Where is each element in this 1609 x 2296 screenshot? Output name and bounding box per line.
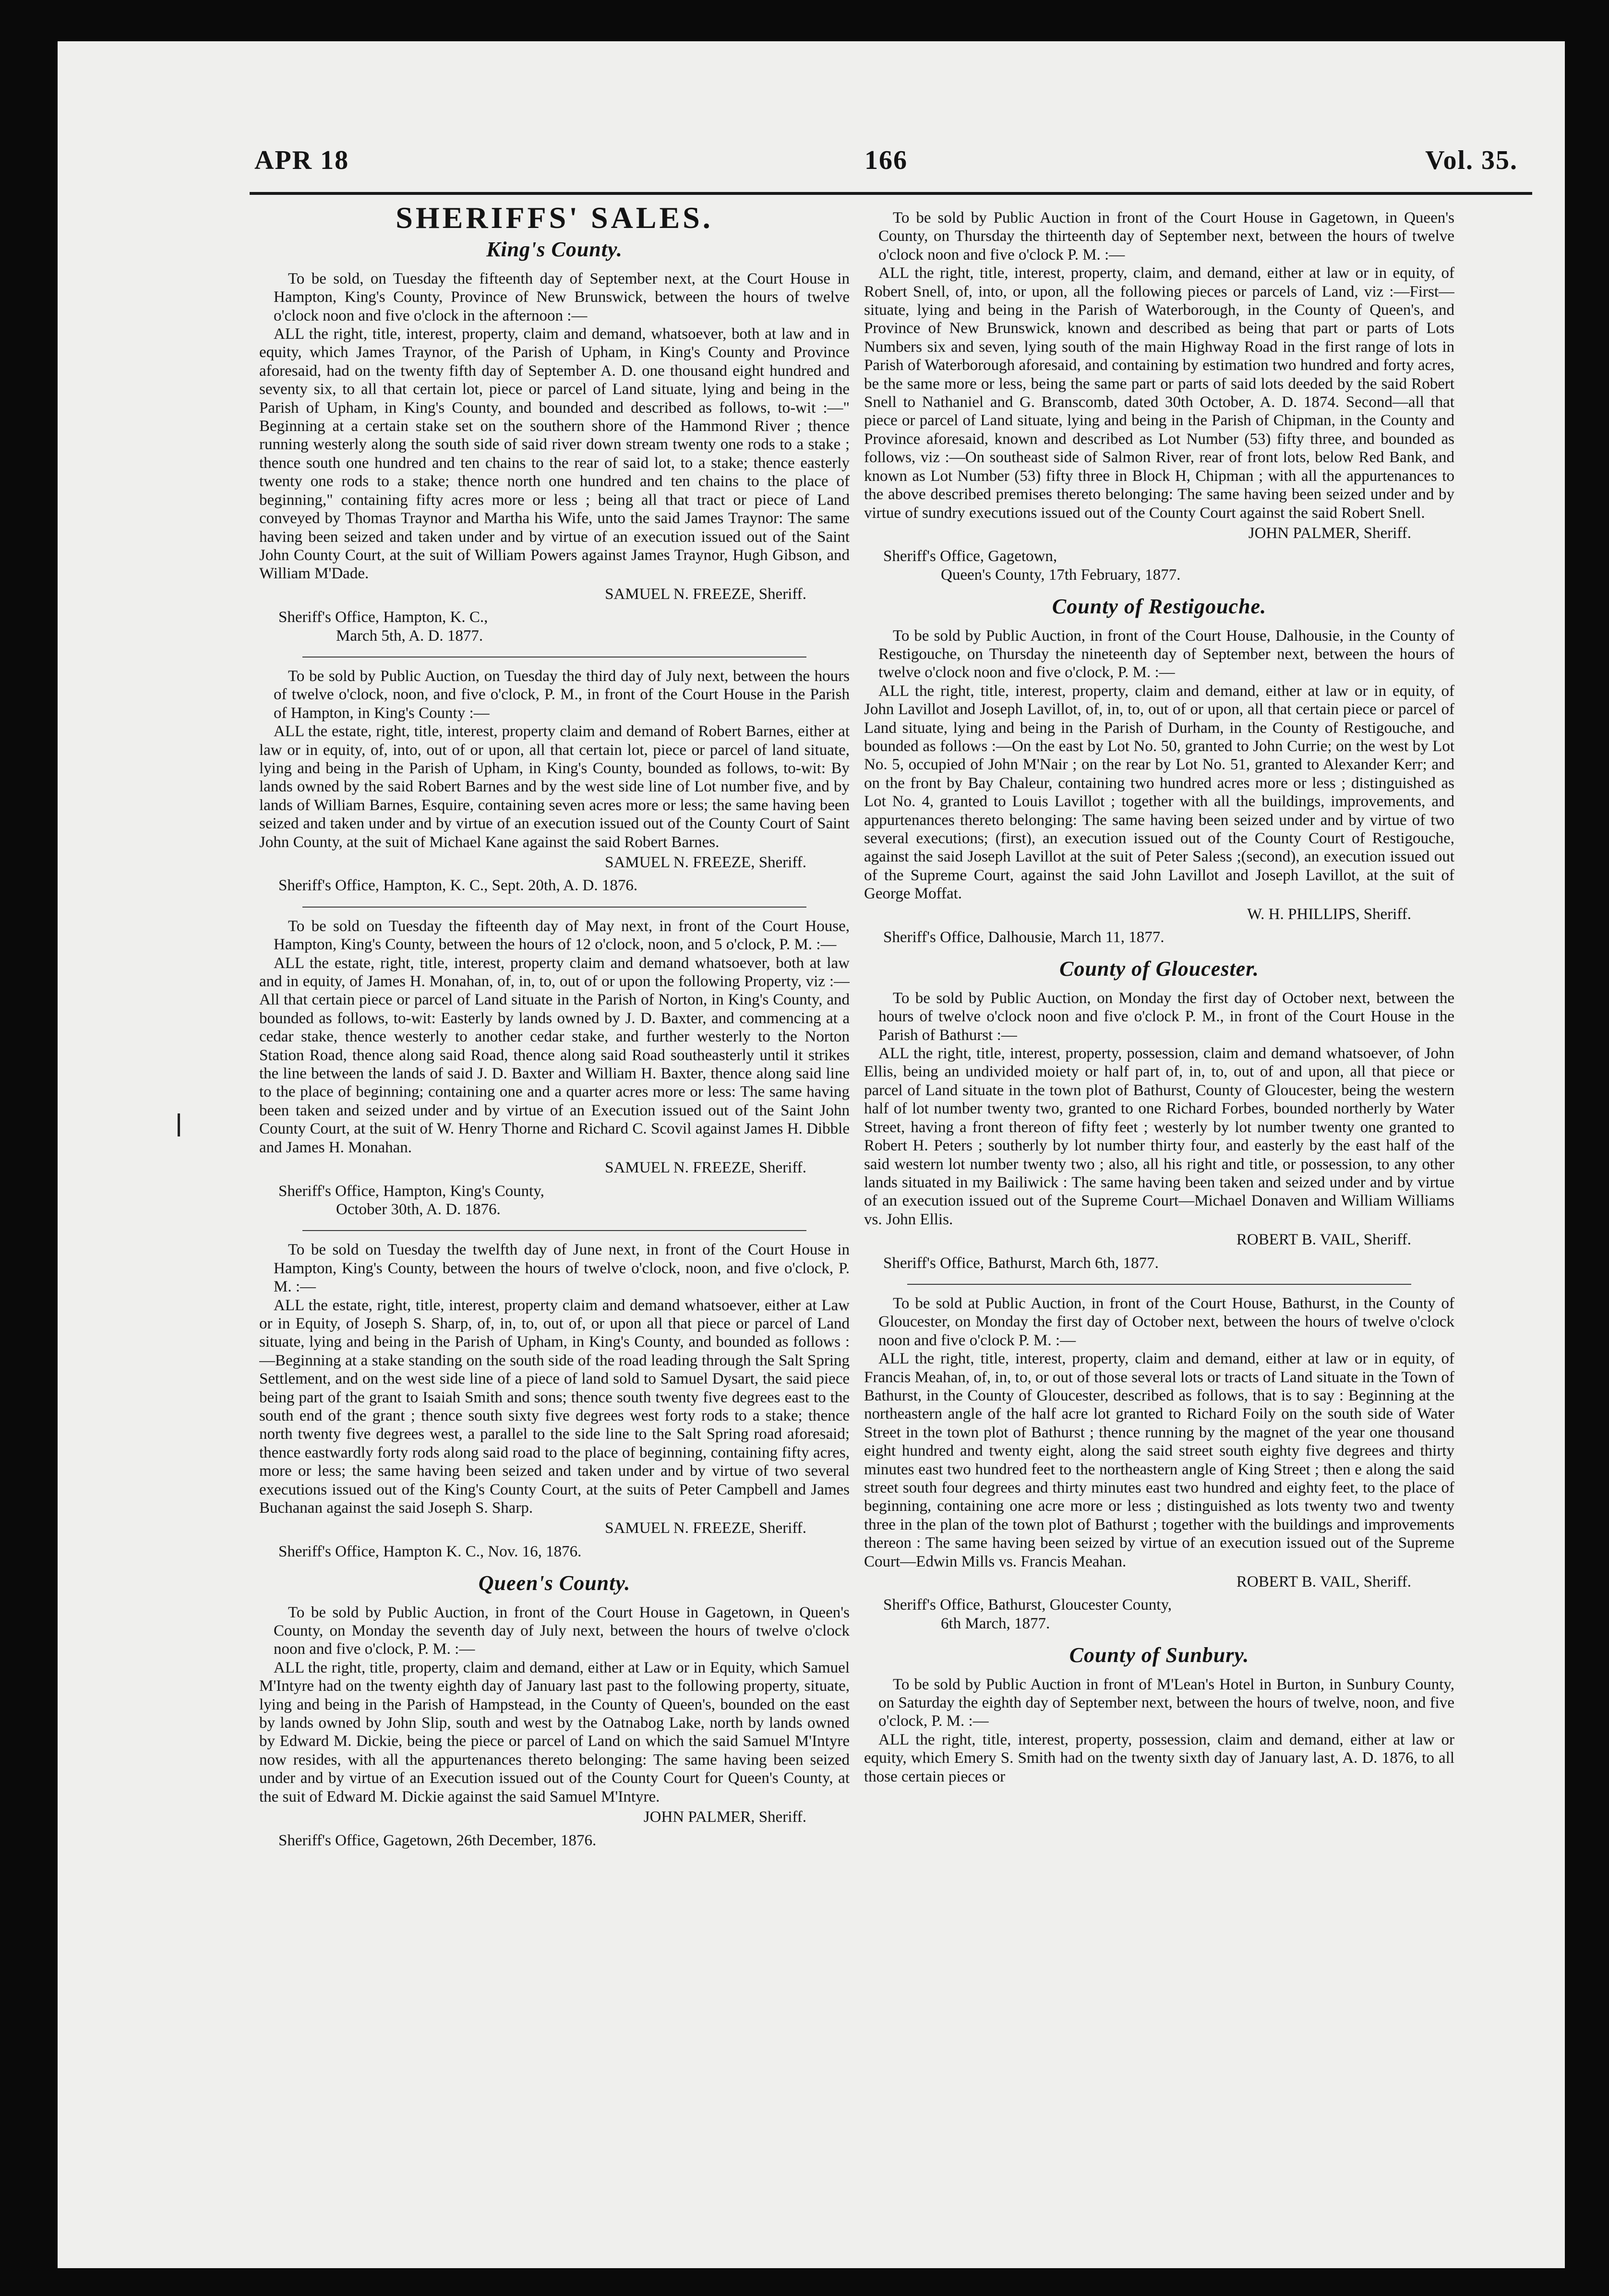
header-rule [250, 192, 1532, 195]
notice-body: ALL the right, title, interest, property, claim and demand, either at law or in equity, of John Lavillot and Joseph Lavillot, of, in, to, out of or upon, all that certain piece or parcel of Land situate, lying and being in the Parish of Durham, in the County of Restigouche, and bounded as follows :—On the east by Lot No. 50, granted to John Currie; on the west by Lot No. 5, occupied of John M'Nair ; on the rear by Lot No. 51, granted to Alexander Kerr; and on the front by Bay Chaleur, containing two hundred acres more or less ; distinguished as Lot No. 4, granted to Louis Lavillot ; together with all the buildings, improvements, and appurtenances thereto belonging: The same having been seized under and by virtue of two several executions; (first), an execution issued out of the County Court of Restigouche, against the said Joseph Lavillot at the suit of Peter Saless ;(second), an execution issued out of the Supreme Court, against the said John Lavillot and Joseph Lavillot, at the suit of George Moffat. [864, 682, 1454, 903]
notice-office: Sheriff's Office, Hampton K. C., Nov. 16, 1876. [278, 1543, 582, 1560]
sale-notice [864, 1675, 1454, 1786]
notice-lead: To be sold by Public Auction, on Tuesday the third day of July next, between the hours of twelve o'clock, noon, and five o'clock, P. M., in front of the Court House in the Parish of Hampton, in King's County :— [274, 667, 850, 722]
notice-body: ALL the right, title, property, claim and demand, either at Law or in Equity, which Samuel M'Intyre had on the twenty eighth day of January last past to the following property, situate, lying and being in the Parish of Hampstead, in the County of Queen's, bounded on the east by lands owned by John Slip, south and west by the Oatnabog Lake, north by lands owned by Edward M. Dickie, being the piece or parcel of Land on which the said Samuel M'Intyre now resides, with all the appurtenances thereto belonging: The same having been seized under and by virtue of an Execution issued out of the County Court for Queen's County, at the suit of Edward M. Dickie against the said Samuel M'Intyre. [259, 1659, 850, 1806]
notice-office-date: October 30th, A. D. 1876. [336, 1200, 501, 1218]
notice-signature: SAMUEL N. FREEZE, Sheriff. [605, 854, 806, 871]
sale-notice [259, 667, 850, 895]
sale-notice [259, 917, 850, 1219]
sale-notice [864, 209, 1454, 584]
county-heading: King's County. [486, 238, 623, 262]
notice-office-date: Queen's County, 17th February, 1877. [941, 566, 1181, 584]
notice-lead: To be sold on Tuesday the twelfth day of June next, in front of the Court House in Hampton, King's County, between the hours of twelve o'clock, noon, and five o'clock, P. M. :— [274, 1241, 850, 1296]
notice-separator [907, 1284, 1411, 1285]
notice-lead: To be sold by Public Auction, on Monday the first day of October next, between the hours of twelve o'clock noon and five o'clock P. M., in front of the Court House in the Parish of Bathurst :— [878, 989, 1454, 1044]
notice-lead: To be sold by Public Auction in front of M'Lean's Hotel in Burton, in Sunbury County, on Saturday the eighth day of September next, between the hours of twelve, noon, and five o'clock, P. M. :— [878, 1675, 1454, 1730]
notice-signature: W. H. PHILLIPS, Sheriff. [1247, 905, 1411, 923]
county-heading: County of Gloucester. [1059, 957, 1259, 981]
notice-office: Sheriff's Office, Hampton, K. C., [278, 609, 488, 626]
notice-office-date: March 5th, A. D. 1877. [336, 627, 483, 645]
page-header [254, 145, 1518, 188]
page-title: SHERIFFS' SALES. [396, 204, 713, 235]
notice-office: Sheriff's Office, Gagetown, 26th December, 1876. [278, 1831, 597, 1849]
notice-office: Sheriff's Office, Gagetown, [883, 548, 1057, 565]
sale-notice [864, 627, 1454, 947]
notice-body: ALL the right, title, interest, property, claim, and demand, either at law or in equity, of Robert Snell, of, into, or upon, all the following pieces or parcels of Land, viz :—First—situate, lying and being in the Parish of Waterborough, in the County of Queen's, and Province of New Brunswick, known and described as being that part or parts of Lots Numbers six and seven, lying south of the main Highway Road in the first range of lots in Parish of Waterborough aforesaid, and containing by estimation two hundred and forty acres, be the same more or less, being the same part or parts of said lots deeded by the said Robert Snell to Nathaniel and G. Branscomb, dated 30th October, A. D. 1874. Second—all that piece or parcel of Land situate, lying and being in the Parish of Chipman, in the County and Province aforesaid, known and described as Lot Number (53) fifty three, and bounded as follows, viz :—On southeast side of Salmon River, rear of front lots, below Red Bank, and known as Lot Number (53) fifty three in Block H, Chipman ; with all the appurtenances to the above described premises thereto belonging: The same having been seized under and by virtue of sundry executions issued out of the County Court against the said Robert Snell. [864, 264, 1454, 522]
notice-body: ALL the right, title, interest, property, possession, claim and demand, either at law or equity, which Emery S. Smith had on the twenty sixth day of January last, A. D. 1876, to all those certain pieces or [864, 1731, 1454, 1785]
sale-notice [259, 1603, 850, 1850]
notice-body: ALL the estate, right, title, interest, property claim and demand whatsoever, either at Law or in Equity, of Joseph S. Sharp, of, in, to, out of, or upon all that piece or parcel of Land situate, lying and being in the Parish of Upham, in King's County, and bounded as follows :—Beginning at a stake standing on the south side of the road leading through the Salt Spring Settlement, and on the west side line of a piece of land sold to Samuel Dysart, the said piece being part of the grant to Isaiah Smith and sons; thence south twenty five degrees east to the south end of the grant ; thence south sixty five degrees west forty rods to a stake; thence north twenty five degrees west, a parallel to the side line to the Salt Spring road aforesaid; thence eastwardly forty rods along said road to the place of beginning, containing fifty acres, more or less; the same having been seized and taken under and by virtue of two several executions issued out of the King's County Court, at the suits of Peter Campbell and James Buchanan against the said Joseph S. Sharp. [259, 1296, 850, 1517]
notice-office-date: 6th March, 1877. [941, 1614, 1050, 1632]
notice-signature: SAMUEL N. FREEZE, Sheriff. [605, 1519, 806, 1537]
sale-notice [864, 989, 1454, 1272]
notice-office: Sheriff's Office, Bathurst, March 6th, 1877. [883, 1254, 1159, 1272]
county-heading: Queen's County. [478, 1571, 631, 1595]
notice-separator [302, 907, 806, 908]
notice-office: Sheriff's Office, Hampton, King's County, [278, 1182, 544, 1200]
sale-notice [864, 1294, 1454, 1633]
right-column [864, 204, 1454, 2220]
header-page-number: 166 [865, 145, 908, 175]
margin-mark [178, 1113, 180, 1136]
county-heading: County of Restigouche. [1052, 595, 1267, 619]
notice-lead: To be sold by Public Auction, in front of the Court House, Dalhousie, in the County of Restigouche, on Thursday the nineteenth day of September next, between the hours of twelve o'clock noon and five o'clock, P. M. :— [878, 627, 1454, 682]
notice-lead: To be sold, on Tuesday the fifteenth day of September next, at the Court House in Hampton, King's County, Province of New Brunswick, between the hours of twelve o'clock noon and five o'clock in the afternoon :— [274, 270, 850, 324]
left-column [259, 204, 850, 2148]
notice-lead: To be sold by Public Auction, in front of the Court House in Gagetown, in Queen's County, on Monday the seventh day of July next, between the hours of twelve o'clock noon and five o'clock, P. M. :— [274, 1603, 850, 1658]
notice-signature: JOHN PALMER, Sheriff. [1248, 524, 1411, 542]
notice-signature: SAMUEL N. FREEZE, Sheriff. [605, 1159, 806, 1177]
notice-lead: To be sold by Public Auction in front of the Court House in Gagetown, in Queen's County, on Thursday the thirteenth day of September next, between the hours of twelve o'clock noon and five o'clock P. M. :— [878, 209, 1454, 263]
notice-body: ALL the estate, right, title, interest, property claim and demand of Robert Barnes, either at law or in equity, of, into, out of or upon, all that certain lot, piece or parcel of land situate, lying and being in the Parish of Upham, in King's County, bounded as follows, to-wit: By lands owned by the said Robert Barnes and by the west side line of Lot number five, and by lands of William Barnes, Esquire, containing seven acres more or less; the same having been seized and taken under and by virtue of an execution issued out of the County Court of Saint John County, at the suit of Michael Kane against the said Robert Barnes. [259, 723, 850, 851]
notice-office: Sheriff's Office, Dalhousie, March 11, 1877. [883, 929, 1165, 946]
sale-notice [259, 270, 850, 645]
notice-body: ALL the right, title, interest, property, claim and demand, whatsoever, both at law and in equity, which James Traynor, of the Parish of Upham, in King's County and Province aforesaid, had on the twenty fifth day of September A. D. one thousand eight hundred and seventy six, to all that certain lot, piece or parcel of Land situate, lying and being in the Parish of Upham, in King's County, and bounded and described as follows, to-wit :—" Beginning at a certain stake set on the southern shore of the Hammond River ; thence running westerly along the south side of said river down stream twenty one rods to a stake ; thence south one hundred and ten chains to the rear of said lot, to a stake; thence easterly twenty one rods to a stake; thence north one hundred and ten chains to the place of beginning," containing fifty acres more or less ; being all that tract or piece of Land conveyed by Thomas Traynor and Martha his Wife, unto the said James Traynor: The same having been seized and taken under and by virtue of an execution issued out of the Saint John County Court, at the suit of William Powers against James Traynor, Hugh Gibson, and William M'Dade. [259, 325, 850, 583]
notice-body: ALL the right, title, interest, property, possession, claim and demand whatsoever, of John Ellis, being an undivided moiety or half part of, in, to, out of and upon, all that piece or parcel of Land situate in the town plot of Bathurst, County of Gloucester, being the western half of lot number twenty two, granted to one Richard Forbes, bounded northerly by Water Street, having a front thereon of fifty feet ; westerly by lot number twenty one granted to Robert H. Peters ; southerly by lot number thirty four, and easterly by the east half of the said western lot number twenty two ; also, all his right and title, or possession, to any other lands situated in my Bailiwick : The same having been taken and seized under and by virtue of an execution issued out of the Supreme Court—Michael Donaven and William Williams vs. John Ellis. [864, 1045, 1454, 1228]
notice-separator [302, 657, 806, 658]
notice-lead: To be sold at Public Auction, in front of the Court House, Bathurst, in the County of Gloucester, on Monday the first day of October next, between the hours of twelve o'clock noon and five o'clock P. M. :— [878, 1294, 1454, 1349]
notice-office: Sheriff's Office, Bathurst, Gloucester County, [883, 1596, 1172, 1614]
notice-separator [302, 1230, 806, 1231]
notice-office: Sheriff's Office, Hampton, K. C., Sept. 20th, A. D. 1876. [278, 877, 638, 895]
notice-lead: To be sold on Tuesday the fifteenth day of May next, in front of the Court House, Hampton, King's County, between the hours of 12 o'clock, noon, and 5 o'clock, P. M. :— [274, 917, 850, 954]
county-heading: County of Sunbury. [1069, 1643, 1249, 1667]
notice-signature: ROBERT B. VAIL, Sheriff. [1236, 1573, 1411, 1591]
notice-signature: JOHN PALMER, Sheriff. [643, 1808, 806, 1826]
header-date: APR 18 [254, 145, 349, 175]
notice-body: ALL the estate, right, title, interest, property claim and demand whatsoever, both at law and in equity, of James H. Monahan, of, in, to, out of or upon the following Property, viz :—All that certain piece or parcel of Land situate in the Parish of Norton, in King's County, and bounded as follows, to-wit: Easterly by lands owned by J. D. Baxter, and commencing at a cedar stake, thence westerly to another cedar stake, and further westerly to the Norton Station Road, thence along said Road, thence along said Road southeasterly until it strikes the line between the lands of said J. D. Baxter and William H. Baxter, thence along said line to the place of beginning; containing one and a quarter acres more or less: The same having been taken and seized under and by virtue of an Execution issued out of the Saint John County Court, at the suit of W. Henry Thorne and Richard C. Scovil against James H. Dibble and James H. Monahan. [259, 954, 850, 1156]
sale-notice [259, 1241, 850, 1561]
notice-body: ALL the right, title, interest, property, claim and demand, either at law or in equity, of Francis Meahan, of, in, to, or out of those several lots or tracts of Land situate in the Town of Bathurst, in the County of Gloucester, described as follows, that is to say : Beginning at the northeastern angle of the half acre lot granted to Richard Foily on the south side of Water Street in the town plot of Bathurst ; thence running by the magnet of the year one thousand eight hundred and twenty eight, along the said street south eighty five degrees and thirty minutes east two hundred feet to the northeastern angle of King Street ; then e along the said street south four degrees and thirty minutes east two hundred and eighty feet, to the place of beginning, containing one acre more or less ; distinguished as lots twenty two and twenty three in the plan of the town plot of Bathurst ; together with the buildings and improvements thereon : The same having been seized by virtue of an execution issued out of the Supreme Court—Edwin Mills vs. Francis Meahan. [864, 1350, 1454, 1570]
notice-signature: SAMUEL N. FREEZE, Sheriff. [605, 585, 806, 603]
notice-signature: ROBERT B. VAIL, Sheriff. [1236, 1231, 1411, 1249]
header-volume: Vol. 35. [1425, 145, 1518, 175]
